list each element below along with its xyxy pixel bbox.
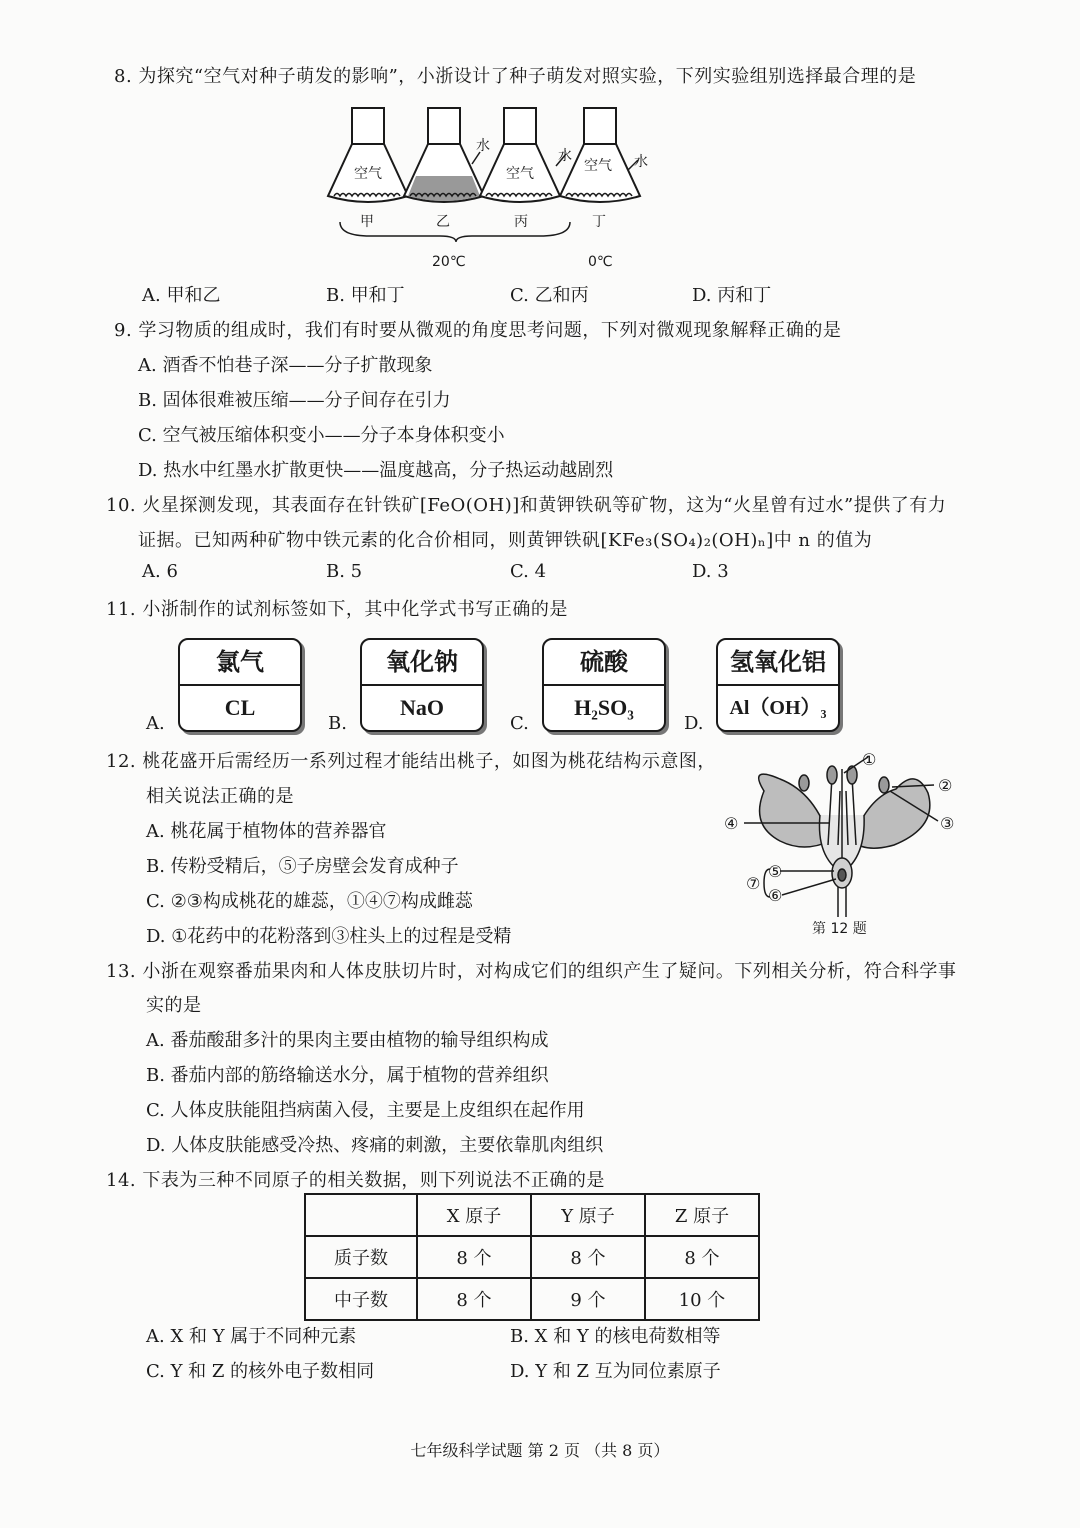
q11-letter-b: B. xyxy=(328,713,347,734)
reagent-label-b-formula: NaO xyxy=(400,695,444,720)
q12-stem-line2: 相关说法正确的是 xyxy=(146,786,294,807)
flower-marker-3: ③ xyxy=(940,814,955,833)
table-cell: 9 个 xyxy=(531,1278,645,1320)
reagent-label-c-name: 硫酸 xyxy=(544,640,664,686)
q8-option-b: B. 甲和丁 xyxy=(326,285,405,306)
flask4-air-text: 空气 xyxy=(584,158,612,174)
reagent-label-a-name: 氯气 xyxy=(180,640,300,686)
q10-option-c: C. 4 xyxy=(510,561,547,582)
q11-letter-d: D. xyxy=(684,713,704,734)
flask3-air-text: 空气 xyxy=(506,166,534,182)
q12-option-c: C. ②③构成桃花的雄蕊，①④⑦构成雌蕊 xyxy=(146,891,473,912)
q14-option-d: D. Y 和 Z 互为同位素原子 xyxy=(510,1361,721,1382)
q14-option-a: A. X 和 Y 属于不同种元素 xyxy=(146,1326,357,1347)
q8-option-a: A. 甲和乙 xyxy=(142,285,221,306)
table-cell: 10 个 xyxy=(645,1278,759,1320)
q13-option-c: C. 人体皮肤能阻挡病菌入侵，主要是上皮组织在起作用 xyxy=(146,1100,585,1121)
table-cell: 8 个 xyxy=(645,1236,759,1278)
q10-option-d: D. 3 xyxy=(692,561,729,582)
q10-stem-line2: 证据。已知两种矿物中铁元素的化合价相同，则黄钾铁矾[KFe₃(SO₄)₂(OH)ₙ]中 n 的值为 xyxy=(138,530,873,551)
flower-marker-6: ⑥ xyxy=(768,886,783,905)
temp-20: 20℃ xyxy=(432,254,466,270)
q9-option-d: D. 热水中红墨水扩散更快——温度越高，分子热运动越剧烈 xyxy=(138,460,614,481)
table-row xyxy=(305,1236,759,1278)
q8-option-d: D. 丙和丁 xyxy=(692,285,772,306)
table-header-cell xyxy=(305,1194,417,1236)
seed-germination-flasks xyxy=(320,104,680,274)
flower-marker-5: ⑤ xyxy=(768,862,783,881)
q12-option-b: B. 传粉受精后，⑤子房壁会发育成种子 xyxy=(146,856,459,877)
table-cell: 8 个 xyxy=(531,1236,645,1278)
flask1-air-text: 空气 xyxy=(354,166,382,182)
q14-option-b: B. X 和 Y 的核电荷数相等 xyxy=(510,1326,721,1347)
q10-stem-line1: 10. 火星探测发现，其表面存在针铁矿[FeO(OH)]和黄钾铁矾等矿物，这为“火星曾有过水”提供了有力 xyxy=(106,495,947,516)
reagent-label-a-formula: CL xyxy=(224,695,256,720)
flower-marker-7: ⑦ xyxy=(746,874,761,893)
reagent-label-d-formula: Al（OH）₃ xyxy=(729,697,827,719)
flower-marker-2: ② xyxy=(938,776,953,795)
q12-option-d: D. ①花药中的花粉落到③柱头上的过程是受精 xyxy=(146,926,512,947)
q12-option-a: A. 桃花属于植物体的营养器官 xyxy=(146,821,387,842)
flask-yi xyxy=(404,108,484,202)
flask4-name: 丁 xyxy=(592,214,606,230)
flask3-name: 丙 xyxy=(514,214,528,230)
q12-figure-caption: 第 12 题 xyxy=(812,921,867,937)
flask-ding xyxy=(560,108,640,202)
table-cell: 8 个 xyxy=(417,1236,531,1278)
table-header-cell: X 原子 xyxy=(417,1194,531,1236)
reagent-label-b-name: 氧化钠 xyxy=(362,640,482,686)
q9-option-b: B. 固体很难被压缩——分子间存在引力 xyxy=(138,390,451,411)
q11-letter-c: C. xyxy=(510,713,529,734)
atom-data-table xyxy=(304,1193,760,1321)
flask-bing xyxy=(480,108,560,202)
reagent-label-a xyxy=(178,638,302,732)
table-row xyxy=(305,1278,759,1320)
flower-marker-1: ① xyxy=(862,750,877,769)
table-header-row xyxy=(305,1194,759,1236)
q14-option-c: C. Y 和 Z 的核外电子数相同 xyxy=(146,1361,375,1382)
q11-letter-a: A. xyxy=(146,713,165,734)
reagent-label-d-name: 氢氧化铝 xyxy=(718,640,838,686)
q13-option-d: D. 人体皮肤能感受冷热、疼痛的刺激，主要依靠肌肉组织 xyxy=(146,1135,604,1156)
reagent-label-d xyxy=(716,638,840,732)
q13-stem-line1: 13. 小浙在观察番茄果肉和人体皮肤切片时，对构成它们的组织产生了疑问。下列相关分析，符合科学事 xyxy=(106,961,957,982)
q11-stem: 11. 小浙制作的试剂标签如下，其中化学式书写正确的是 xyxy=(106,599,568,620)
table-header-cell: Z 原子 xyxy=(645,1194,759,1236)
q8-stem: 8. 为探究“空气对种子萌发的影响”，小浙设计了种子萌发对照实验，下列实验组别选择最合理的是 xyxy=(114,66,917,87)
flower-marker-4: ④ xyxy=(724,814,739,833)
q10-option-a: A. 6 xyxy=(142,561,178,582)
flask-jia xyxy=(328,108,408,202)
flask4-water-left-text: 水 xyxy=(558,148,572,164)
page-footer: 七年级科学试题 第 2 页 （共 8 页） xyxy=(410,1441,670,1460)
q12-stem-line1: 12. 桃花盛开后需经历一系列过程才能结出桃子，如图为桃花结构示意图， xyxy=(106,751,716,772)
q9-option-c: C. 空气被压缩体积变小——分子本身体积变小 xyxy=(138,425,505,446)
flask1-name: 甲 xyxy=(360,214,374,230)
flask2-name: 乙 xyxy=(436,214,450,230)
q10-option-b: B. 5 xyxy=(326,561,363,582)
table-cell: 质子数 xyxy=(305,1236,417,1278)
q13-option-b: B. 番茄内部的筋络输送水分，属于植物的营养组织 xyxy=(146,1065,549,1086)
q9-stem: 9. 学习物质的组成时，我们有时要从微观的角度思考问题，下列对微观现象解释正确的是 xyxy=(114,320,842,341)
table-cell: 中子数 xyxy=(305,1278,417,1320)
table-header-cell: Y 原子 xyxy=(531,1194,645,1236)
temp-0: 0℃ xyxy=(588,254,613,270)
q13-stem-line2: 实的是 xyxy=(146,995,202,1016)
reagent-label-c xyxy=(542,638,666,732)
peach-flower-diagram xyxy=(720,745,970,940)
reagent-label-c-formula: H₂SO₃ xyxy=(574,695,634,720)
flask2-water-text: 水 xyxy=(476,138,490,154)
flask4-water-right-text: 水 xyxy=(634,154,648,170)
reagent-label-b xyxy=(360,638,484,732)
q13-option-a: A. 番茄酸甜多汁的果肉主要由植物的输导组织构成 xyxy=(146,1030,549,1051)
q9-option-a: A. 酒香不怕巷子深——分子扩散现象 xyxy=(138,355,433,376)
q14-stem: 14. 下表为三种不同原子的相关数据，则下列说法不正确的是 xyxy=(106,1170,605,1191)
q8-option-c: C. 乙和丙 xyxy=(510,285,589,306)
table-cell: 8 个 xyxy=(417,1278,531,1320)
